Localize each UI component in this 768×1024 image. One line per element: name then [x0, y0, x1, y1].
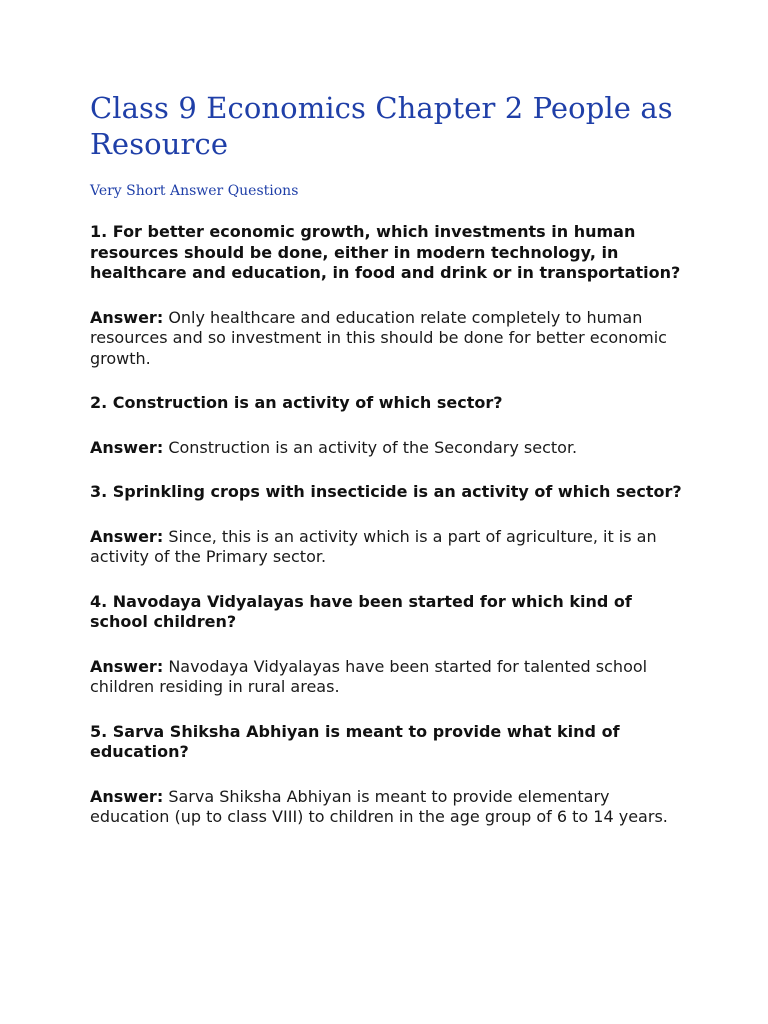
- question-2: 2. Construction is an activity of which sector?: [90, 393, 503, 412]
- qa-item-4: [90, 592, 690, 698]
- answer-label: Answer:: [90, 526, 164, 546]
- answer-label: Answer:: [90, 656, 164, 676]
- qa-item-5: [90, 722, 690, 828]
- answer-text: Sarva Shiksha Abhiyan is meant to provide elementary education (up to class VIII) to children in the age group of 6 to 14 years.: [90, 786, 668, 826]
- answer-label: Answer:: [90, 437, 164, 457]
- question-1: 1. For better economic growth, which investments in human resources should be done, either in modern technology, in healthcare and education, in food and drink or in transportation?: [90, 222, 681, 282]
- answer-5: [90, 787, 690, 828]
- answer-label: Answer:: [90, 786, 164, 806]
- qa-item-1: [90, 222, 690, 369]
- question-5: 5. Sarva Shiksha Abhiyan is meant to provide what kind of education?: [90, 721, 620, 761]
- answer-text: Since, this is an activity which is a part of agriculture, it is an activity of the Primary sector.: [90, 526, 657, 566]
- qa-item-2: [90, 393, 690, 458]
- answer-text: Only healthcare and education relate completely to human resources and so investment in this should be done for better economic growth.: [90, 307, 667, 368]
- answer-2: [90, 438, 690, 459]
- answer-3: [90, 527, 690, 568]
- document-page: [90, 90, 690, 828]
- section-subtitle: Very Short Answer Questions: [90, 183, 299, 199]
- answer-text: Navodaya Vidyalayas have been started for talented school children residing in rural areas.: [90, 656, 648, 696]
- question-4: 4. Navodaya Vidyalayas have been started for which kind of school children?: [90, 591, 632, 631]
- qa-item-3: [90, 482, 690, 568]
- answer-text: Construction is an activity of the Secondary sector.: [168, 437, 578, 457]
- page-title: Class 9 Economics Chapter 2 People as Resource: [90, 91, 673, 161]
- question-3: 3. Sprinkling crops with insecticide is an activity of which sector?: [90, 482, 682, 501]
- answer-label: Answer:: [90, 307, 164, 327]
- answer-1: [90, 308, 690, 370]
- answer-4: [90, 657, 690, 698]
